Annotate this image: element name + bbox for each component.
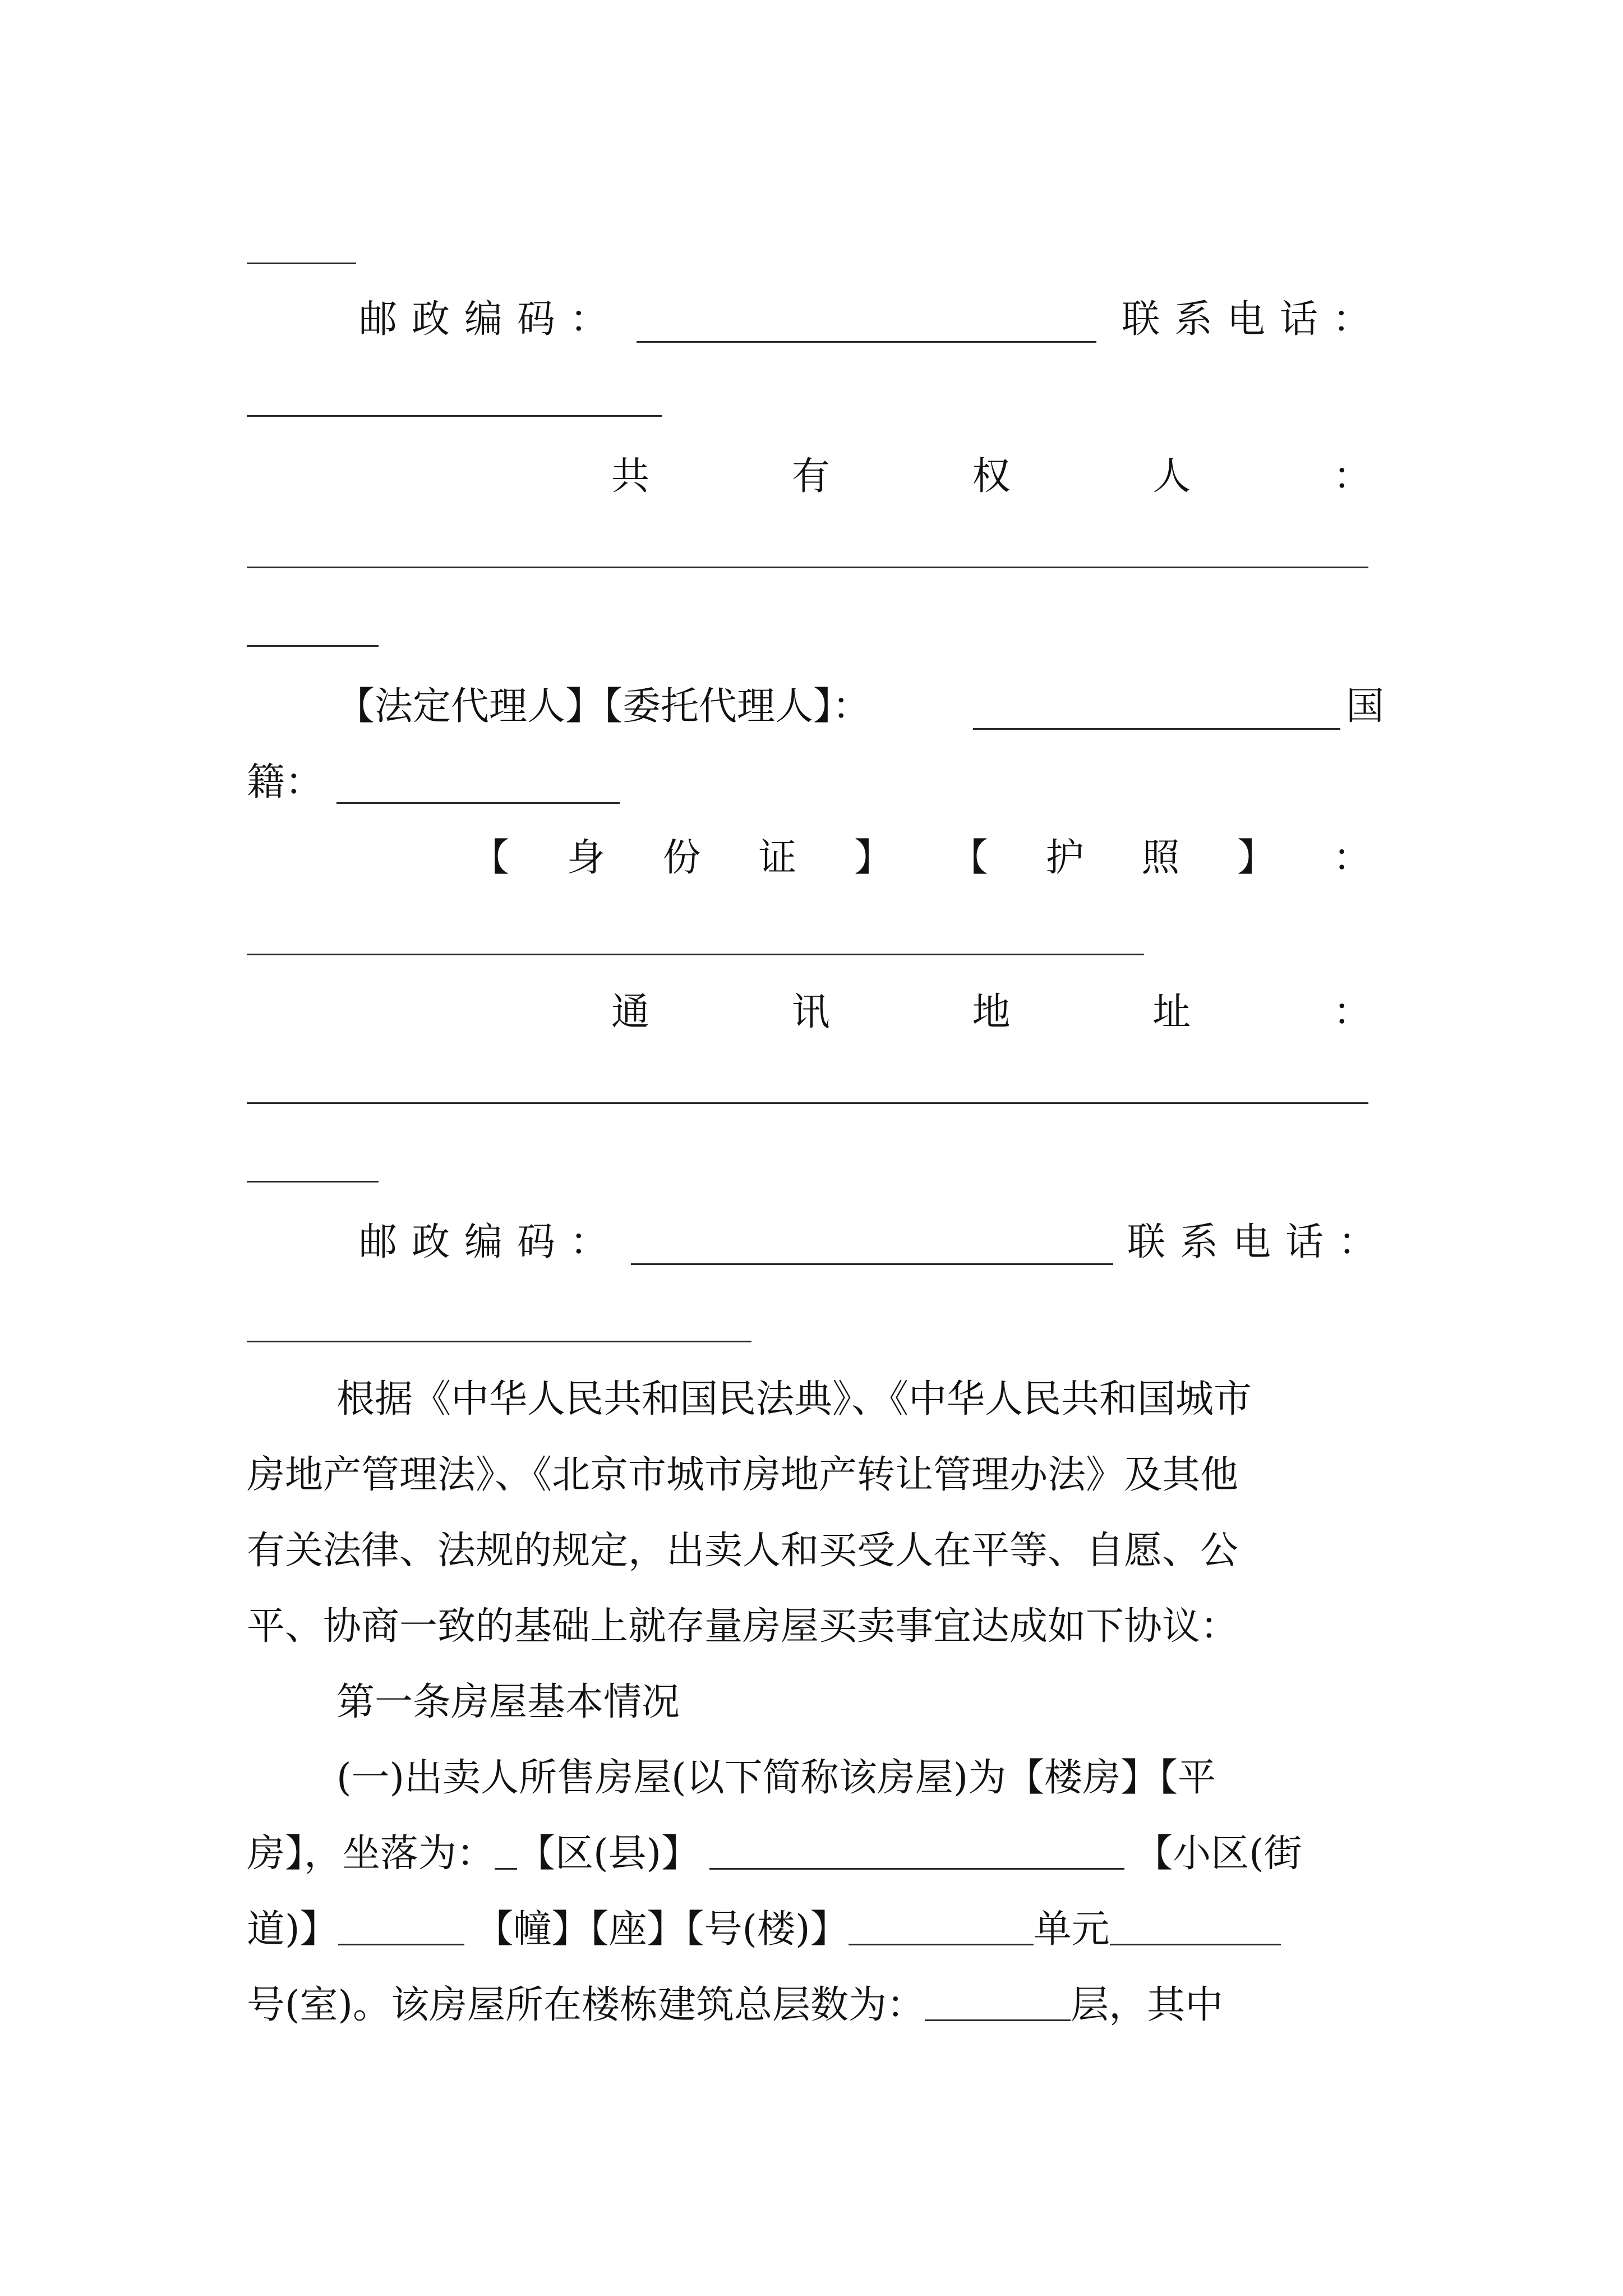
address-char: 讯 xyxy=(791,990,830,1034)
location-blank[interactable] xyxy=(495,1829,517,1870)
co-owner-char: 权 xyxy=(972,454,1011,499)
co-owner-label xyxy=(611,449,1371,505)
preamble-line: 房地产管理法》、《北京市城市房地产转让管理办法》及其他 xyxy=(247,1453,1239,1497)
postcode-row xyxy=(359,1214,623,1271)
phone-label: 联系电话： xyxy=(1122,297,1386,342)
co-owner-blank-tail[interactable] xyxy=(247,645,379,647)
id-doc-char: 身 xyxy=(566,836,605,880)
id-doc-blank[interactable] xyxy=(247,954,1144,955)
address-char: 址 xyxy=(1152,990,1191,1034)
co-owner-char: 人 xyxy=(1152,454,1191,499)
preamble-line: 根据《中华人民共和国民法典》、《中华人民共和国城市 xyxy=(336,1377,1252,1421)
phone-blank[interactable] xyxy=(247,1341,751,1342)
street-label-end: 道)】 xyxy=(247,1907,338,1952)
nationality-row xyxy=(247,754,323,811)
co-owner-char: 有 xyxy=(791,454,830,499)
location-row xyxy=(247,1826,1302,1882)
address-blank-tail[interactable] xyxy=(247,1181,379,1182)
address-char: ： xyxy=(1332,990,1371,1034)
phone-row xyxy=(1127,1214,1391,1271)
postcode-blank[interactable] xyxy=(631,1263,1113,1265)
agent-row xyxy=(336,679,870,735)
address-blank-tail[interactable] xyxy=(247,263,356,264)
id-doc-char: 】 xyxy=(854,836,893,880)
building-blank[interactable] xyxy=(849,1904,1034,1945)
postcode-blank[interactable] xyxy=(637,341,1096,343)
id-doc-char: 证 xyxy=(758,836,797,880)
postcode-label: 邮政编码： xyxy=(359,1220,623,1264)
address-label xyxy=(611,984,1371,1041)
community-label: 【小区(街 xyxy=(1135,1832,1302,1876)
building-row xyxy=(247,1902,1281,1958)
postcode-row xyxy=(359,292,623,348)
preamble-line: 有关法律、法规的规定，出卖人和买受人在平等、自愿、公 xyxy=(247,1529,1239,1573)
nationality-suffix xyxy=(1346,679,1384,735)
address-char: 地 xyxy=(972,990,1011,1034)
nationality-blank[interactable] xyxy=(336,802,620,804)
preamble-line: 平、协商一致的基础上就存量房屋买卖事宜达成如下协议： xyxy=(247,1604,1239,1649)
phone-row xyxy=(1122,292,1385,348)
id-doc-char: 【 xyxy=(949,836,988,880)
total-floors-blank[interactable] xyxy=(925,1980,1071,2021)
location-label: 房】，坐落为： xyxy=(247,1832,495,1876)
address-char: 通 xyxy=(611,990,650,1034)
id-doc-label xyxy=(471,830,1371,886)
room-label: 号(室)。该房屋所在楼栋建筑总层数为： xyxy=(247,1983,925,2027)
agent-blank[interactable] xyxy=(973,728,1340,730)
co-owner-blank[interactable] xyxy=(247,567,1368,568)
id-doc-char: ： xyxy=(1332,836,1371,880)
id-doc-char: 照 xyxy=(1141,836,1180,880)
building-label: 【幢】【座】【号(楼)】 xyxy=(475,1907,849,1952)
street-blank[interactable] xyxy=(338,1904,464,1945)
postcode-label: 邮政编码： xyxy=(359,297,623,342)
phone-label: 联系电话： xyxy=(1127,1220,1391,1264)
id-doc-char: 【 xyxy=(471,836,510,880)
co-owner-char: 共 xyxy=(611,454,650,499)
nationality-label-start: 国 xyxy=(1346,684,1385,729)
floors-row xyxy=(247,1977,1223,2033)
id-doc-char: 份 xyxy=(662,836,701,880)
id-doc-char: 护 xyxy=(1045,836,1084,880)
nationality-label-end: 籍： xyxy=(247,760,324,804)
unit-blank[interactable] xyxy=(1110,1904,1281,1945)
district-blank[interactable] xyxy=(709,1829,1124,1870)
agent-label: 【法定代理人】【委托代理人】： xyxy=(336,684,871,729)
article-title: 第一条房屋基本情况 xyxy=(336,1680,680,1724)
phone-blank[interactable] xyxy=(247,415,662,417)
district-label: 【区(县)】 xyxy=(517,1832,700,1876)
co-owner-char: ： xyxy=(1332,454,1371,499)
floors-label: 层，其中 xyxy=(1071,1983,1224,2027)
unit-label: 单元 xyxy=(1033,1907,1110,1952)
address-blank[interactable] xyxy=(247,1102,1368,1104)
id-doc-char: 】 xyxy=(1237,836,1276,880)
article-line: (一)出卖人所售房屋(以下简称该房屋)为【楼房】【平 xyxy=(336,1756,1216,1800)
